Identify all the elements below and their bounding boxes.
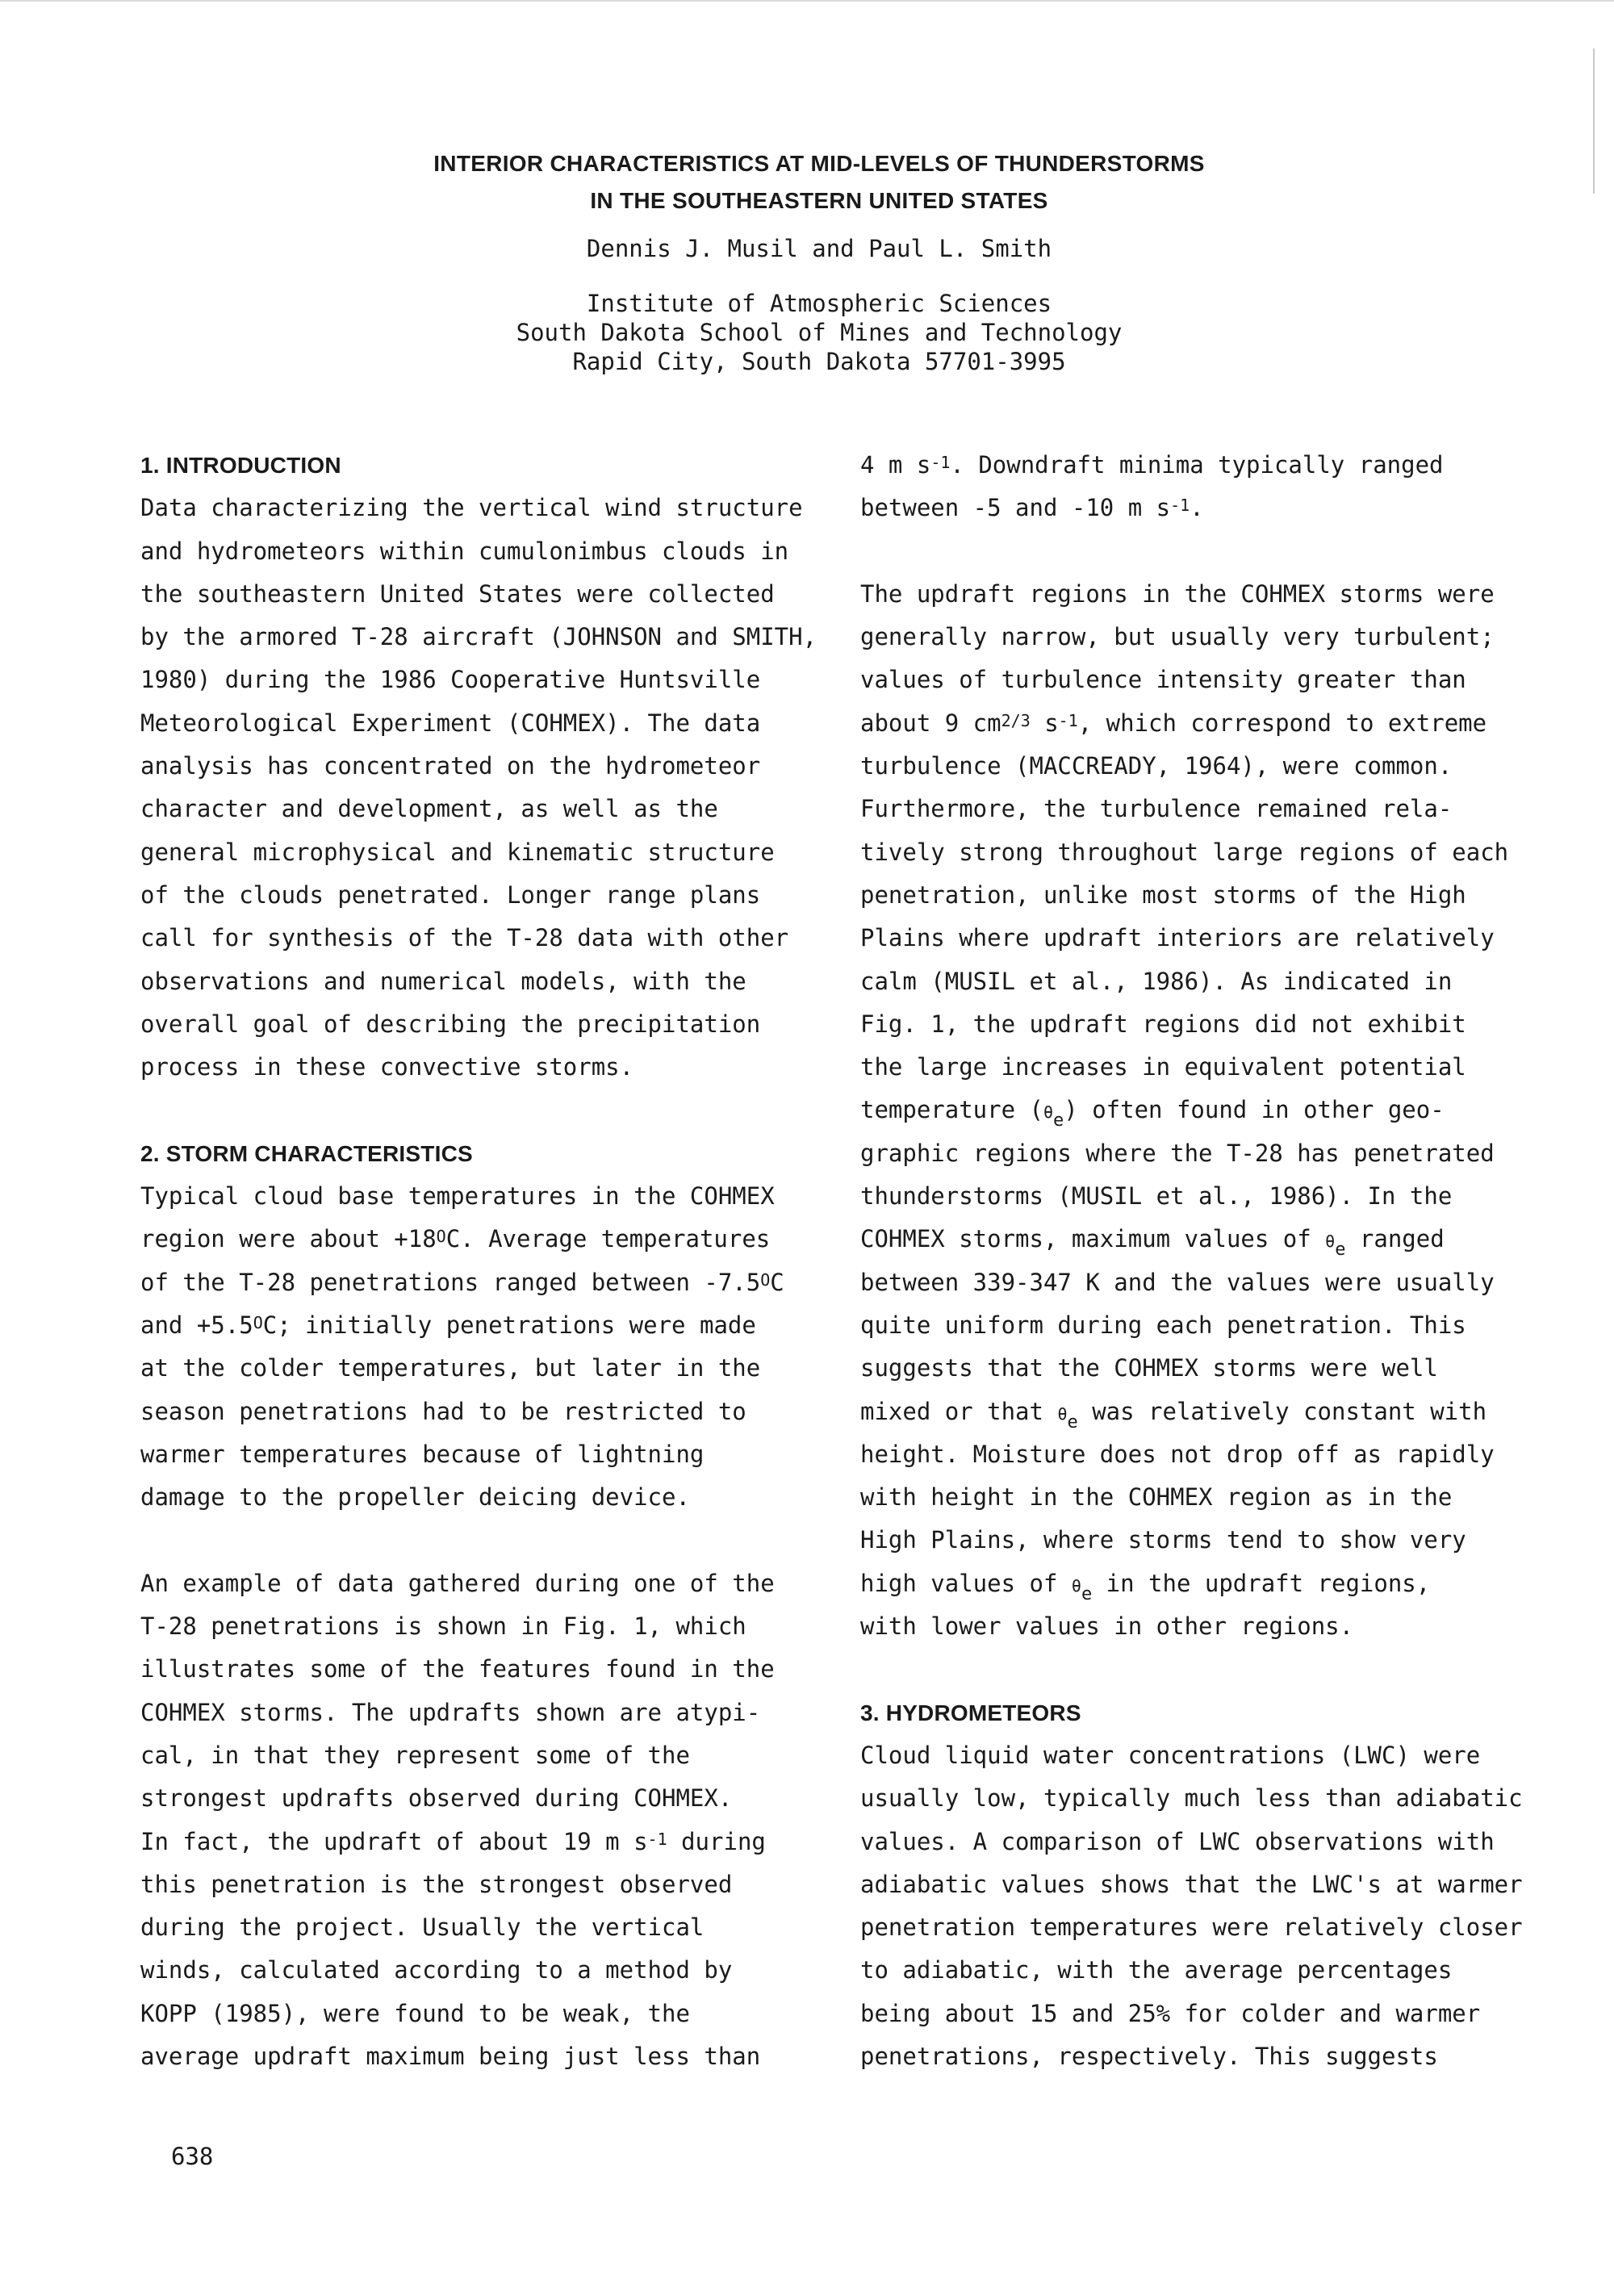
text-line: general microphysical and kinematic structure [140, 838, 775, 866]
text-line: damage to the propeller deicing device. [140, 1483, 690, 1512]
text-line [140, 1261, 867, 1304]
text-line: with lower values in other regions. [860, 1612, 1354, 1641]
text-line: being about 15 and 25% for colder and warmer [860, 1999, 1481, 2027]
theta-symbol: θ [1325, 1232, 1336, 1252]
text-line: the southeastern United States were collected [140, 579, 775, 608]
paragraph-continued [860, 444, 1603, 530]
text-span: during [667, 1827, 766, 1855]
text-line: at the colder temperatures, but later in the [140, 1354, 761, 1382]
text-line: values. A comparison of LWC observations with [860, 1827, 1495, 1855]
degree-superscript: O [436, 1227, 446, 1247]
text-span: and +5.5 [140, 1311, 253, 1339]
text-line: graphic regions where the T-28 has penetrated [860, 1139, 1495, 1167]
text-span: . Downdraft minima typically ranged [950, 451, 1444, 479]
affiliation-line: South Dakota School of Mines and Technology [516, 319, 1123, 346]
text-span: mixed or that [860, 1397, 1058, 1425]
text-span: C. Average temperatures [445, 1225, 771, 1253]
text-line: tively strong throughout large regions of each [860, 838, 1509, 866]
text-span: ranged [1345, 1225, 1445, 1253]
section-heading-hydrometeors: 3. HYDROMETEORS [860, 1700, 1081, 1725]
text-line: average updraft maximum being just less than [140, 2042, 761, 2070]
text-line: warmer temperatures because of lightning [140, 1440, 705, 1468]
text-line: strongest updrafts observed during COHMEX. [140, 1784, 733, 1813]
text-span: was relatively constant with [1077, 1397, 1487, 1425]
section-heading-introduction: 1. INTRODUCTION [140, 453, 341, 478]
text-line: turbulence (MACCREADY, 1964), were common. [860, 752, 1453, 780]
text-line [140, 1821, 867, 1863]
text-line: by the armored T-28 aircraft (JOHNSON and SMITH, [140, 623, 817, 651]
text-line: to adiabatic, with the average percentages [860, 1956, 1453, 1984]
text-line: Typical cloud base temperatures in the COHMEX [140, 1182, 775, 1211]
affiliation-line: Rapid City, South Dakota 57701-3995 [572, 348, 1066, 375]
text-line: penetration, unlike most storms of the High [860, 880, 1466, 909]
text-line: 1980) during the 1986 Cooperative Huntsville [140, 666, 761, 694]
text-line: character and development, as well as the [140, 795, 718, 823]
text-line [140, 1218, 867, 1261]
paragraph-introduction [140, 487, 867, 1089]
text-line: values of turbulence intensity greater than [860, 666, 1466, 694]
text-span: 4 m s [860, 451, 931, 479]
text-line: this penetration is the strongest observed [140, 1870, 733, 1898]
text-line [140, 1304, 867, 1347]
text-line [860, 702, 1603, 745]
subscript-e: e [1053, 1110, 1064, 1131]
text-line: Meteorological Experiment (COHMEX). The data [140, 709, 761, 737]
text-line: with height in the COHMEX region as in the [860, 1483, 1453, 1512]
theta-symbol: θ [1071, 1575, 1081, 1595]
text-line: Fig. 1, the updraft regions did not exhibit [860, 1010, 1466, 1038]
text-line: KOPP (1985), were found to be weak, the [140, 1999, 690, 2027]
authors: Dennis J. Musil and Paul L. Smith [586, 235, 1052, 262]
affiliation [0, 289, 1614, 376]
text-line: analysis has concentrated on the hydrometeor [140, 752, 761, 780]
text-line [860, 1089, 1603, 1131]
theta-symbol: θ [1043, 1102, 1054, 1123]
text-line: overall goal of describing the precipitation [140, 1010, 761, 1038]
text-span: about 9 cm [860, 709, 1001, 737]
text-line: height. Moisture does not drop off as rapidly [860, 1440, 1495, 1468]
degree-superscript: O [253, 1312, 263, 1332]
text-line: thunderstorms (MUSIL et al., 1986). In the [860, 1182, 1453, 1211]
text-line: call for synthesis of the T-28 data with other [140, 924, 789, 952]
right-column [860, 444, 1603, 2078]
paper-title-line-1: INTERIOR CHARACTERISTICS AT MID-LEVELS OF THUNDERSTORMS [433, 151, 1205, 176]
text-line: illustrates some of the features found in the [140, 1655, 775, 1683]
text-line: Data characterizing the vertical wind structure [140, 494, 803, 522]
text-line: and hydrometeors within cumulonimbus clouds in [140, 537, 789, 565]
text-line [860, 1391, 1603, 1433]
text-line: quite uniform during each penetration. This [860, 1311, 1466, 1339]
unit-superscript: -1 [930, 453, 951, 472]
paragraph-updraft-regions [860, 573, 1603, 1648]
paragraph-fig1-example [140, 1562, 867, 2079]
text-span: between -5 and -10 m s [860, 494, 1171, 522]
text-line [860, 444, 1603, 487]
affiliation-line: Institute of Atmospheric Sciences [586, 290, 1052, 317]
paper-title-line-2: IN THE SOUTHEASTERN UNITED STATES [590, 188, 1048, 213]
paragraph-storm-characteristics [140, 1175, 867, 1519]
text-line: winds, calculated according to a method by [140, 1956, 733, 1984]
text-line: Cloud liquid water concentrations (LWC) were [860, 1741, 1481, 1769]
text-span: , which correspond to extreme [1077, 709, 1487, 737]
text-line: generally narrow, but usually very turbulent; [860, 623, 1495, 651]
text-line: The updraft regions in the COHMEX storms were [860, 579, 1495, 608]
section-heading-storm-characteristics: 2. STORM CHARACTERISTICS [140, 1140, 473, 1166]
text-span: temperature ( [860, 1096, 1043, 1124]
text-line: suggests that the COHMEX storms were well [860, 1354, 1438, 1382]
text-line: An example of data gathered during one of the [140, 1569, 775, 1597]
text-line: penetrations, respectively. This suggests [860, 2042, 1438, 2070]
text-line: during the project. Usually the vertical [140, 1913, 705, 1942]
text-span: C [770, 1268, 784, 1296]
text-line: Plains where updraft interiors are relatively [860, 924, 1495, 952]
text-span: C; initially penetrations were made [262, 1311, 756, 1339]
theta-symbol: θ [1057, 1403, 1068, 1424]
text-line: COHMEX storms. The updrafts shown are atypi- [140, 1698, 761, 1726]
text-span: s [1030, 709, 1059, 737]
text-line: of the clouds penetrated. Longer range plans [140, 880, 761, 909]
title-block [0, 145, 1614, 376]
unit-superscript: -1 [1058, 710, 1078, 730]
text-line [860, 1562, 1603, 1605]
text-line: process in these convective storms. [140, 1053, 634, 1081]
text-line: the large increases in equivalent potential [860, 1053, 1466, 1081]
unit-superscript: 2/3 [1001, 710, 1031, 730]
text-span: ) often found in other geo- [1064, 1096, 1445, 1124]
unit-superscript: -1 [1170, 496, 1190, 516]
text-span: high values of [860, 1569, 1072, 1597]
paragraph-hydrometeors [860, 1734, 1603, 2078]
text-line [860, 487, 1603, 529]
subscript-e: e [1081, 1583, 1093, 1604]
text-line: calm (MUSIL et al., 1986). As indicated in [860, 967, 1453, 995]
text-span: . [1190, 494, 1204, 522]
text-span: region were about +18 [140, 1225, 437, 1253]
text-line: penetration temperatures were relatively closer [860, 1913, 1523, 1942]
scan-artifact-top [0, 0, 1614, 2]
left-column [140, 444, 867, 2078]
text-line: adiabatic values shows that the LWC's at warmer [860, 1870, 1523, 1898]
text-span: In fact, the updraft of about 19 m s [140, 1827, 648, 1855]
subscript-e: e [1335, 1240, 1346, 1261]
text-line: T-28 penetrations is shown in Fig. 1, which [140, 1612, 746, 1641]
text-line [860, 1218, 1603, 1261]
text-line: High Plains, where storms tend to show very [860, 1526, 1466, 1554]
text-span: of the T-28 penetrations ranged between -7.5 [140, 1268, 761, 1296]
text-span: in the updraft regions, [1092, 1569, 1431, 1597]
text-line: season penetrations had to be restricted to [140, 1397, 746, 1425]
subscript-e: e [1067, 1411, 1078, 1432]
page-number: 638 [171, 2143, 214, 2170]
unit-superscript: -1 [647, 1829, 667, 1849]
degree-superscript: O [760, 1269, 771, 1290]
text-line: usually low, typically much less than adiabatic [860, 1784, 1523, 1813]
text-line: between 339-347 K and the values were usually [860, 1268, 1495, 1296]
text-line: Furthermore, the turbulence remained rela- [860, 795, 1453, 823]
text-span: COHMEX storms, maximum values of [860, 1225, 1326, 1253]
text-line: cal, in that they represent some of the [140, 1741, 690, 1769]
text-line: observations and numerical models, with the [140, 967, 746, 995]
